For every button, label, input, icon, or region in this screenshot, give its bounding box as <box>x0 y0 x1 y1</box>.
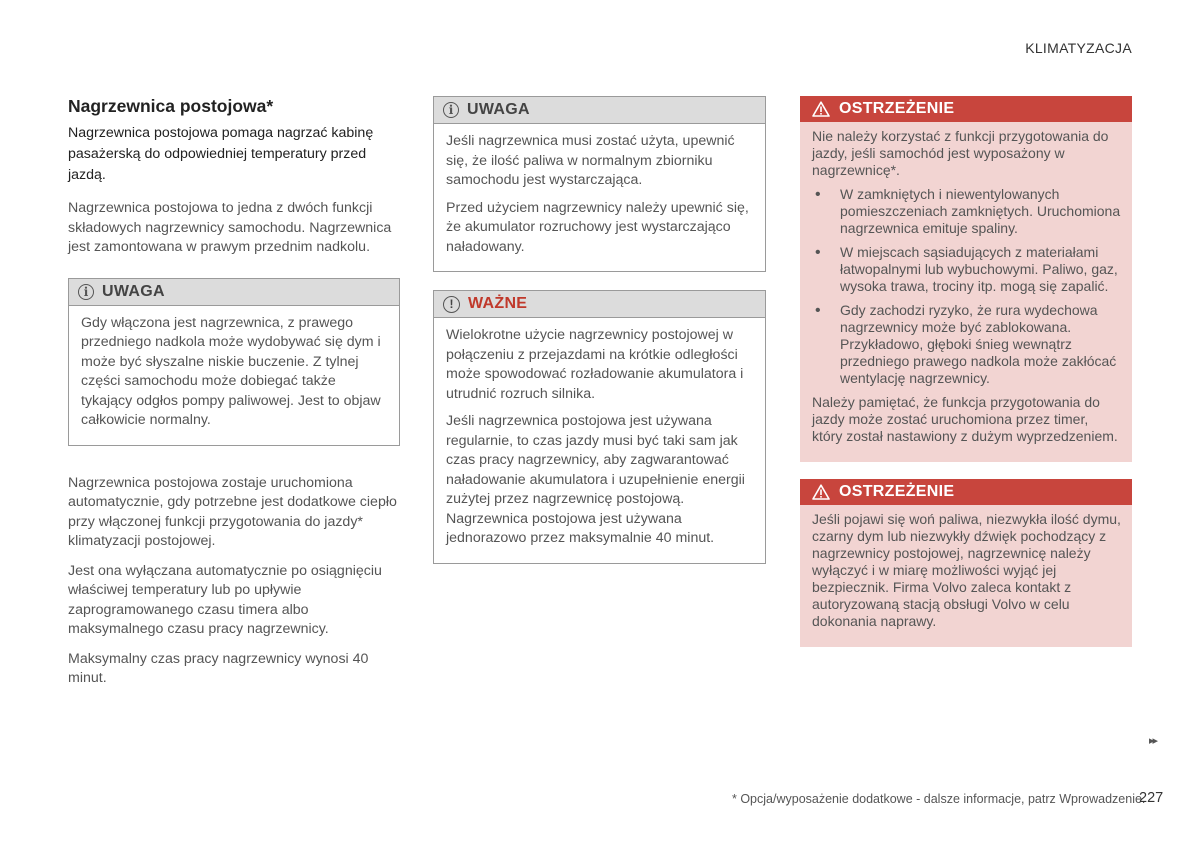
warning-box <box>800 96 1132 462</box>
important-box <box>433 290 766 564</box>
important-label: WAŻNE <box>468 295 528 312</box>
warning-outro: Należy pamiętać, że funkcja przygotowania do jazdy może zostać uruchomiona przez timer, który został nastawiony z dużym wyprzedzeniem. <box>812 394 1118 444</box>
info-icon: i <box>78 284 94 300</box>
exclamation-icon: ! <box>443 296 460 313</box>
lead-paragraph: Nagrzewnica postojowa pomaga nagrzać kabinę pasażerską do odpowiedniej temperatury przed jazdą. <box>68 125 374 183</box>
warning-box <box>800 479 1132 647</box>
note-box <box>68 278 400 446</box>
warning-header <box>800 479 1132 505</box>
middle-column <box>433 96 766 582</box>
list-item: • W miejscach sąsiadujących z materiałami łatwopalnymi lub wybuchowymi. Paliwo, gaz, wysoka trawa, trociny itp. mogą się zapalić. <box>812 244 1122 295</box>
note-header <box>69 279 399 306</box>
note-text: Jeśli nagrzewnica musi zostać użyta, upewnić się, że ilość paliwa w normalnym zbiorniku samochodu jest wystarczająca. <box>446 133 735 188</box>
body-paragraph: Jest ona wyłączana automatycznie po osiągnięciu właściwej temperatury lub po upływie zaprogramowanego czasu timera albo maksymalnego czasu pracy nagrzewnicy. <box>68 562 382 637</box>
continue-arrow-icon: ▸▸ <box>1149 735 1157 747</box>
warning-list <box>812 186 1122 387</box>
note-box <box>433 96 766 272</box>
list-item: • Gdy zachodzi ryzyko, że rura wydechowa nagrzewnicy może być zablokowana. Przykładowo, głęboki śnieg wewnątrz przedniego prawego nadkola może zakłócać wentylację nagrzewnicy. <box>812 302 1122 387</box>
warning-label: OSTRZEŻENIE <box>839 100 955 117</box>
body-paragraph: Maksymalny czas pracy nagrzewnicy wynosi 40 minut. <box>68 650 369 686</box>
warning-intro: Nie należy korzystać z funkcji przygotowania do jazdy, jeśli samochód jest wyposażony w nagrzewnicę*. <box>812 128 1109 178</box>
page-title: Nagrzewnica postojowa* <box>68 96 274 116</box>
intro-paragraph: Nagrzewnica postojowa to jedna z dwóch funkcji składowych nagrzewnicy samochodu. Nagrzewnica jest zamontowana w prawym przednim nadkolu. <box>68 200 392 255</box>
note-header <box>434 97 765 124</box>
left-column <box>68 96 400 699</box>
right-column <box>800 96 1132 664</box>
important-text: Jeśli nagrzewnica postojowa jest używana regularnie, to czas jazdy musi być taki sam jak czas pracy nagrzewnicy, aby zagwarantować naładowanie akumulatora i uzupełnienie energii zużytej przez nagrzewnicę postojową. Nagrzewnica postojowa jest używana jednorazowo przez maksymalnie 40 minut. <box>446 413 745 546</box>
body-paragraph: Nagrzewnica postojowa zostaje uruchomiona automatycznie, gdy potrzebne jest dodatkowe ciepło przy włączonej funkcji przygotowania do jazdy* klimatyzacji postojowej. <box>68 474 397 549</box>
important-header <box>434 291 765 318</box>
warning-triangle-icon <box>812 101 830 117</box>
important-text: Wielokrotne użycie nagrzewnicy postojowej w połączeniu z przejazdami na krótkie odległości może spowodować rozładowanie akumulatora i utrudnić rozruch silnika. <box>446 327 744 402</box>
info-icon: i <box>443 102 459 118</box>
section-header: KLIMATYZACJA <box>1025 40 1132 56</box>
note-text: Gdy włączona jest nagrzewnica, z prawego przedniego nadkola może wydobywać się dym i może być słyszalne niskie buczenie. Z tylnej części samochodu może dobiegać także tykający odgłos pompy paliwowej. Jest to objaw całkowicie normalny. <box>81 314 381 428</box>
note-label: UWAGA <box>467 101 530 118</box>
note-text: Przed użyciem nagrzewnicy należy upewnić się, że akumulator rozruchowy jest wystarczająco naładowany. <box>446 199 749 255</box>
page-number: 227 <box>1139 790 1164 806</box>
note-label: UWAGA <box>102 282 165 300</box>
warning-header <box>800 96 1132 122</box>
warning-label: OSTRZEŻENIE <box>839 483 955 500</box>
footer-note: * Opcja/wyposażenie dodatkowe - dalsze informacje, patrz Wprowadzenie. <box>732 792 1146 806</box>
warning-triangle-icon <box>812 484 830 500</box>
list-item: • W zamkniętych i niewentylowanych pomieszczeniach zamkniętych. Uruchomiona nagrzewnica emituje spaliny. <box>812 186 1122 237</box>
warning-text: Jeśli pojawi się woń paliwa, niezwykła ilość dymu, czarny dym lub niezwykły dźwięk pochodzący z nagrzewnicy postojowej, nagrzewnicę należy wyłączyć i w miarę możliwości wyjąć jej bezpiecznik. Firma Volvo zaleca kontakt z autoryzowaną stacją obsługi Volvo w celu dokonania naprawy. <box>812 511 1121 629</box>
